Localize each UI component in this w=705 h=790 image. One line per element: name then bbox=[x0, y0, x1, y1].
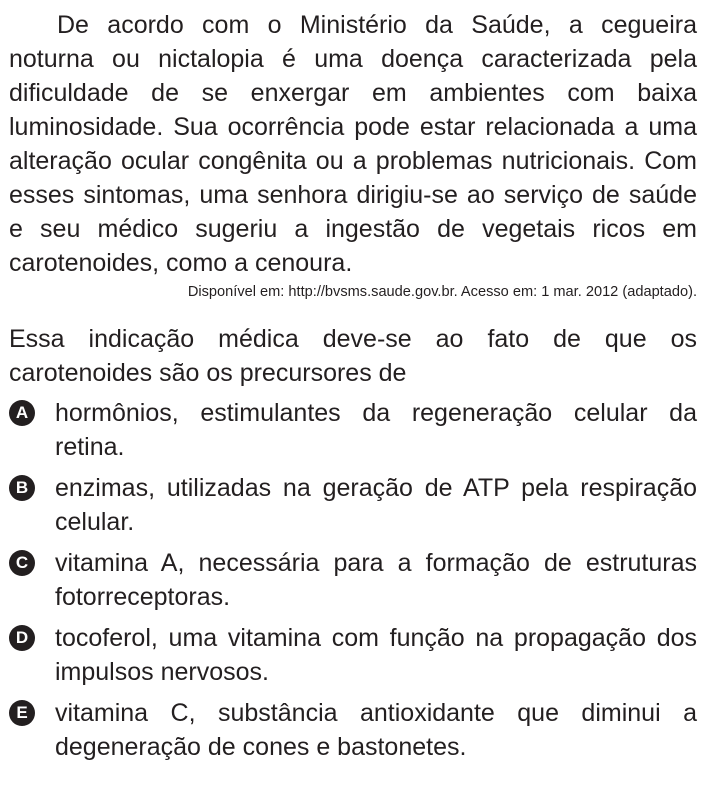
option-b-letter-badge: B bbox=[9, 475, 35, 501]
option-e-letter-badge: E bbox=[9, 700, 35, 726]
option-c-letter-badge: C bbox=[9, 550, 35, 576]
option-a-letter-badge: A bbox=[9, 400, 35, 426]
option-a[interactable] bbox=[9, 396, 697, 464]
option-d-text: tocoferol, uma vitamina com função na propagação dos impulsos nervosos. bbox=[55, 624, 697, 686]
option-e-text: vitamina C, substância antioxidante que diminui a degeneração de cones e bastonetes. bbox=[55, 699, 697, 761]
option-c-text: vitamina A, necessária para a formação de estruturas fotorreceptoras. bbox=[55, 549, 697, 611]
option-a-text: hormônios, estimulantes da regeneração celular da retina. bbox=[55, 399, 697, 461]
option-d-letter-badge: D bbox=[9, 625, 35, 651]
option-b-text: enzimas, utilizadas na geração de ATP pela respiração celular. bbox=[55, 474, 697, 536]
passage-text: De acordo com o Ministério da Saúde, a cegueira noturna ou nictalopia é uma doença caracterizada pela dificuldade de se enxergar em ambientes com baixa luminosidade. Sua ocorrência pode estar relacionada a uma alteração ocular congênita ou a problemas nutricionais. Com esses sintomas, uma senhora dirigiu-se ao serviço de saúde e seu médico sugeriu a ingestão de vegetais ricos em carotenoides, como a cenoura. bbox=[9, 11, 697, 277]
question-stem: Essa indicação médica deve-se ao fato de que os carotenoides são os precursores de bbox=[9, 325, 697, 387]
answer-options bbox=[9, 396, 697, 764]
passage-source: Disponível em: http://bvsms.saude.gov.br. Acesso em: 1 mar. 2012 (adaptado). bbox=[187, 284, 697, 300]
option-b[interactable] bbox=[9, 471, 697, 539]
option-d[interactable] bbox=[9, 621, 697, 689]
option-c[interactable] bbox=[9, 546, 697, 614]
option-e[interactable] bbox=[9, 696, 697, 764]
